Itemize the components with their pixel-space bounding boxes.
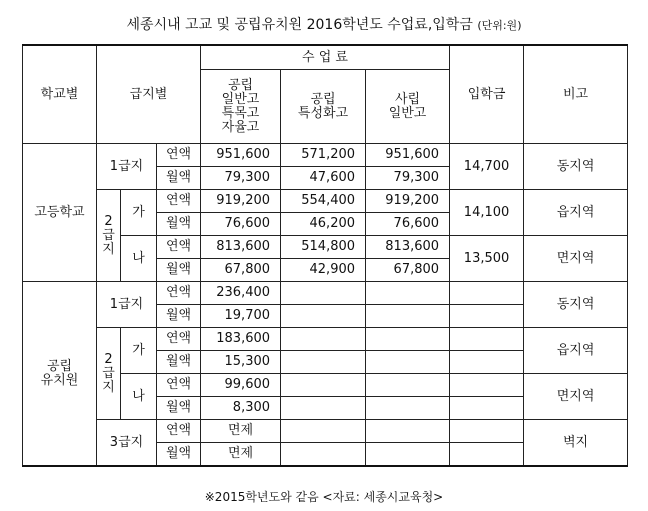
monthly-label: 월액 xyxy=(157,351,201,374)
table-row xyxy=(23,420,628,443)
grade2-label: 2 급 지 xyxy=(97,190,121,282)
empty-cell xyxy=(281,305,366,328)
value-cell: 99,600 xyxy=(201,374,281,397)
value-cell: 951,600 xyxy=(201,144,281,167)
kindergarten-label: 공립 유치원 xyxy=(23,282,97,467)
header-entrance-fee: 입학금 xyxy=(450,45,524,144)
document-title xyxy=(0,14,648,34)
empty-cell xyxy=(366,397,450,420)
value-cell: 15,300 xyxy=(201,351,281,374)
empty-cell xyxy=(281,282,366,305)
value-cell: 47,600 xyxy=(281,167,366,190)
annual-label: 연액 xyxy=(157,236,201,259)
empty-cell xyxy=(366,282,450,305)
value-cell: 79,300 xyxy=(366,167,450,190)
high-school-label: 고등학교 xyxy=(23,144,97,282)
title-text: 세종시내 고교 및 공립유치원 2016학년도 수업료,입학금 xyxy=(126,17,473,33)
value-cell: 183,600 xyxy=(201,328,281,351)
value-cell: 79,300 xyxy=(201,167,281,190)
value-cell: 19,700 xyxy=(201,305,281,328)
monthly-label: 월액 xyxy=(157,397,201,420)
grade1-label: 1급지 xyxy=(97,282,157,328)
footnote: ※2015학년도와 같음 <자료: 세종시교육청> xyxy=(204,490,444,504)
monthly-label: 월액 xyxy=(157,167,201,190)
remark-cell: 면지역 xyxy=(524,374,628,420)
empty-cell xyxy=(450,374,524,397)
fee-table xyxy=(22,44,628,467)
empty-cell xyxy=(450,397,524,420)
value-cell: 면제 xyxy=(201,420,281,443)
empty-cell xyxy=(366,351,450,374)
header-tuition-group: 수 업 료 xyxy=(201,45,450,70)
empty-cell xyxy=(366,443,450,467)
value-cell: 76,600 xyxy=(201,213,281,236)
remark-cell: 읍지역 xyxy=(524,190,628,236)
table-row xyxy=(23,144,628,167)
value-cell: 514,800 xyxy=(281,236,366,259)
subgrade-na-label: 나 xyxy=(121,374,157,420)
annual-label: 연액 xyxy=(157,420,201,443)
header-public-special: 공립 특성화고 xyxy=(281,70,366,144)
empty-cell xyxy=(281,374,366,397)
empty-cell xyxy=(366,420,450,443)
annual-label: 연액 xyxy=(157,190,201,213)
value-cell: 76,600 xyxy=(366,213,450,236)
remark-cell: 동지역 xyxy=(524,144,628,190)
remark-cell: 면지역 xyxy=(524,236,628,282)
remark-cell: 벽지 xyxy=(524,420,628,467)
monthly-label: 월액 xyxy=(157,259,201,282)
value-cell: 8,300 xyxy=(201,397,281,420)
empty-cell xyxy=(281,328,366,351)
header-remarks: 비고 xyxy=(524,45,628,144)
annual-label: 연액 xyxy=(157,328,201,351)
unit-label: (단위:원) xyxy=(477,19,522,32)
entrance-fee-cell: 14,100 xyxy=(450,190,524,236)
empty-cell xyxy=(450,443,524,467)
empty-cell xyxy=(450,282,524,305)
annual-label: 연액 xyxy=(157,282,201,305)
header-public-general: 공립 일반고 특목고 자율고 xyxy=(201,70,281,144)
value-cell: 571,200 xyxy=(281,144,366,167)
value-cell: 46,200 xyxy=(281,213,366,236)
empty-cell xyxy=(281,397,366,420)
value-cell: 236,400 xyxy=(201,282,281,305)
empty-cell xyxy=(366,328,450,351)
empty-cell xyxy=(366,305,450,328)
value-cell: 813,600 xyxy=(366,236,450,259)
entrance-fee-cell: 13,500 xyxy=(450,236,524,282)
remark-cell: 동지역 xyxy=(524,282,628,328)
value-cell: 67,800 xyxy=(366,259,450,282)
header-row-1 xyxy=(23,45,628,70)
subgrade-ga-label: 가 xyxy=(121,190,157,236)
empty-cell xyxy=(450,328,524,351)
header-grade: 급지별 xyxy=(97,45,201,144)
monthly-label: 월액 xyxy=(157,213,201,236)
empty-cell xyxy=(366,374,450,397)
annual-label: 연액 xyxy=(157,374,201,397)
monthly-label: 월액 xyxy=(157,443,201,467)
value-cell: 면제 xyxy=(201,443,281,467)
empty-cell xyxy=(450,351,524,374)
empty-cell xyxy=(281,443,366,467)
grade2-label: 2 급 지 xyxy=(97,328,121,420)
value-cell: 951,600 xyxy=(366,144,450,167)
annual-label: 연액 xyxy=(157,144,201,167)
value-cell: 813,600 xyxy=(201,236,281,259)
table-row xyxy=(23,282,628,305)
subgrade-na-label: 나 xyxy=(121,236,157,282)
grade3-label: 3급지 xyxy=(97,420,157,467)
table-row xyxy=(23,328,628,351)
empty-cell xyxy=(450,420,524,443)
value-cell: 42,900 xyxy=(281,259,366,282)
empty-cell xyxy=(281,351,366,374)
entrance-fee-cell: 14,700 xyxy=(450,144,524,190)
empty-cell xyxy=(281,420,366,443)
monthly-label: 월액 xyxy=(157,305,201,328)
remark-cell: 읍지역 xyxy=(524,328,628,374)
subgrade-ga-label: 가 xyxy=(121,328,157,374)
value-cell: 554,400 xyxy=(281,190,366,213)
header-category: 학교별 xyxy=(23,45,97,144)
value-cell: 67,800 xyxy=(201,259,281,282)
value-cell: 919,200 xyxy=(366,190,450,213)
value-cell: 919,200 xyxy=(201,190,281,213)
table-row xyxy=(23,190,628,213)
grade1-label: 1급지 xyxy=(97,144,157,190)
empty-cell xyxy=(450,305,524,328)
header-private-general: 사립 일반고 xyxy=(366,70,450,144)
